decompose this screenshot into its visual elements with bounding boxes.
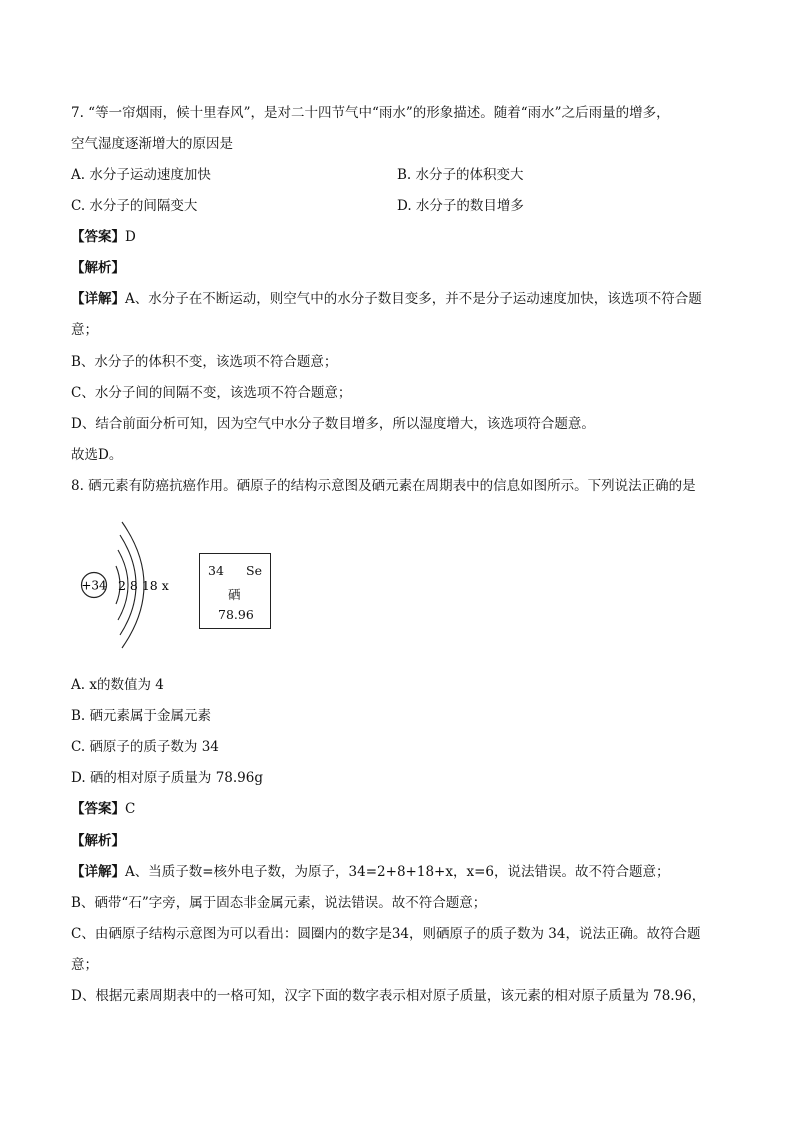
q7-detail-line6: 故选D。 — [71, 447, 123, 463]
q7-option-d: D. 水分子的数目增多 — [397, 198, 524, 214]
q8-detail-line1 — [71, 863, 669, 881]
q8-detail-line2: B、硒带“石”字旁，属于固态非金属元素，说法错误。故不符合题意； — [71, 895, 487, 911]
q8-detail-tag: 【详解】 — [71, 864, 125, 880]
q7-answer-line — [71, 228, 136, 246]
q7-option-a: A. 水分子运动速度加快 — [71, 167, 211, 183]
q8-option-a: A. x的数值为 4 — [71, 677, 164, 693]
q8-answer-tag: 【答案】 — [71, 801, 125, 817]
q8-answer-line — [71, 800, 135, 818]
element-symbol: Se — [246, 563, 262, 578]
q7-answer: D — [125, 229, 136, 245]
q7-detail-tag: 【详解】 — [71, 291, 125, 307]
q7-stem-line1: 7. “等一帘烟雨，候十里春风”，是对二十四节气中“雨水”的形象描述。随着“雨水”之后雨量的增多， — [71, 105, 670, 121]
q7-detail-line3: B、水分子的体积不变，该选项不符合题意； — [71, 354, 338, 370]
q8-analysis-tag: 【解析】 — [71, 833, 125, 849]
q8-detail-line5: D、根据元素周期表中的一格可知，汉字下面的数字表示相对原子质量，该元素的相对原子质量为 78.96， — [71, 988, 706, 1004]
shell-electron-counts: 2 8 18 x — [118, 578, 169, 593]
q8-detail-line4: 意； — [71, 957, 98, 973]
q8-stem: 8. 硒元素有防癌抗癌作用。硒原子的结构示意图及硒元素在周期表中的信息如图所示。下列说法正确的是 — [71, 478, 696, 494]
q7-detail-line5: D、结合前面分析可知，因为空气中水分子数目增多，所以湿度增大，该选项符合题意。 — [71, 416, 595, 432]
q8-option-b: B. 硒元素属于金属元素 — [71, 708, 212, 724]
q8-answer: C — [125, 801, 136, 817]
q7-detail-line2: 意； — [71, 322, 98, 338]
q7-detail-text: A、水分子在不断运动，则空气中的水分子数目变多，并不是分子运动速度加快，该选项不符合题 — [125, 291, 702, 307]
q7-option-c: C. 水分子的间隔变大 — [71, 198, 198, 214]
element-name: 硒 — [228, 587, 241, 602]
q7-option-b: B. 水分子的体积变大 — [397, 167, 524, 183]
q7-analysis-tag: 【解析】 — [71, 260, 125, 276]
q8-option-c: C. 硒原子的质子数为 34 — [71, 739, 219, 755]
q7-detail-line4: C、水分子间的间隔不变，该选项不符合题意； — [71, 385, 352, 401]
element-atomic-number: 34 — [208, 563, 224, 578]
q8-detail-text: A、当质子数=核外电子数，为原子，34=2+8+18+x，x=6，说法错误。故不符合题意； — [125, 864, 670, 880]
q7-detail-line1 — [71, 290, 702, 308]
q8-detail-line3: C、由硒原子结构示意图为可以看出：圆圈内的数字是34，则硒原子的质子数为 34，说法正确。故符合题 — [71, 926, 701, 942]
periodic-table-cell — [199, 553, 271, 629]
element-atomic-mass: 78.96 — [218, 607, 254, 622]
nucleus-label: +34 — [81, 578, 107, 593]
q8-option-d: D. 硒的相对原子质量为 78.96g — [71, 770, 264, 786]
q7-stem-line2: 空气湿度逐渐增大的原因是 — [71, 136, 233, 152]
q7-answer-tag: 【答案】 — [71, 229, 125, 245]
